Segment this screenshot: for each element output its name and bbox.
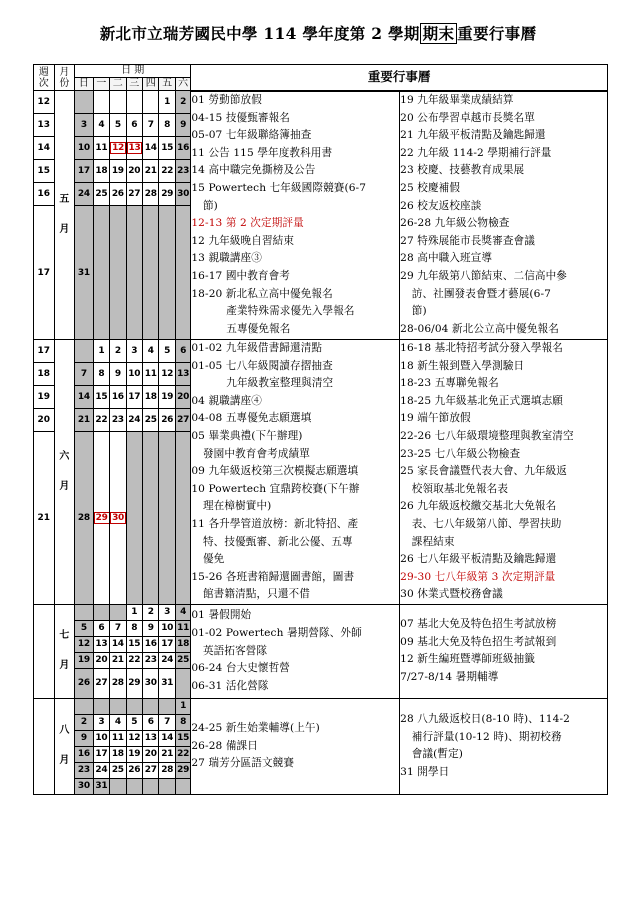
event-line: 05-07 七年級聯絡簿抽查	[191, 129, 312, 142]
day-cell	[175, 206, 190, 340]
day-cell: 15	[93, 386, 109, 409]
day-cell	[142, 698, 158, 714]
day-cell: 1	[175, 698, 190, 714]
day-cell	[142, 206, 158, 340]
day-cell: 5	[159, 340, 175, 363]
month-label: 五 月	[54, 91, 75, 340]
day-cell: 1	[126, 604, 142, 620]
header-row	[34, 65, 608, 78]
day-cell: 16	[142, 636, 158, 652]
event-line: 18-23 五專聯免報名	[400, 377, 499, 390]
event-line: 16-18 基北特招考試分發入學報名	[400, 342, 563, 354]
day-cell: 24	[75, 183, 94, 206]
event-line: 01-05 七八年級閱讀存摺抽查	[191, 359, 333, 372]
day-cell: 8	[126, 620, 142, 636]
week-number: 12	[34, 91, 55, 114]
day-cell: 29	[126, 668, 142, 698]
day-cell: 23	[110, 409, 126, 432]
day-cell: 11	[110, 730, 126, 746]
event-line: 產業特殊需求優先入學報名	[226, 305, 355, 318]
day-cell: 21	[159, 746, 175, 762]
event-line: 九年級教室整理與清空	[226, 377, 334, 390]
event-line: 20 公布學習卓越市長獎名單	[400, 111, 535, 124]
month-header: 月份	[54, 65, 75, 91]
day-cell: 20	[142, 746, 158, 762]
event-line: 25 校慶補假	[400, 182, 461, 195]
day-cell: 19	[75, 652, 94, 668]
day-cell	[159, 432, 175, 605]
event-line: 06-31 活化營隊	[191, 679, 269, 692]
event-line: 會議(暫定)	[411, 748, 464, 761]
day-cell: 4	[110, 714, 126, 730]
day-cell: 17	[75, 160, 94, 183]
event-line: 29-30 七八年級第 3 次定期評量	[400, 570, 556, 583]
day-cell: 31	[159, 668, 175, 698]
event-line: 07 基北大免及特色招生考試放榜	[400, 618, 557, 631]
dow-label: 四	[142, 78, 158, 91]
day-cell: 8	[175, 714, 190, 730]
title-boxed-term: 期末	[420, 23, 458, 44]
day-cell: 13	[142, 730, 158, 746]
day-cell: 13	[126, 137, 142, 160]
week-number: 19	[34, 386, 55, 409]
week-number: 15	[34, 160, 55, 183]
week-number: 13	[34, 114, 55, 137]
day-cell: 11	[93, 137, 109, 160]
day-cell: 16	[175, 137, 190, 160]
event-line: 01-02 九年級借書歸還清點	[191, 342, 323, 354]
event-line: 22-26 七八年級環境整理與教室清空	[400, 429, 574, 442]
day-cell	[93, 604, 109, 620]
day-cell	[159, 778, 175, 794]
day-cell: 2	[75, 714, 94, 730]
events-header: 重要行事曆	[191, 65, 608, 91]
day-cell: 29	[175, 762, 190, 778]
day-cell: 11	[142, 363, 158, 386]
dow-label: 一	[93, 78, 109, 91]
day-cell: 6	[93, 620, 109, 636]
day-cell: 18	[93, 160, 109, 183]
dow-label: 三	[126, 78, 142, 91]
day-cell: 27	[142, 762, 158, 778]
day-cell: 28	[142, 183, 158, 206]
day-cell: 17	[93, 746, 109, 762]
day-cell: 24	[93, 762, 109, 778]
event-line: 理在樟樹實中)	[202, 500, 272, 513]
event-line: 優免	[202, 553, 225, 566]
day-cell: 9	[110, 363, 126, 386]
event-line: 01-02 Powertech 暑期營隊、外師	[191, 627, 362, 640]
event-line: 11 公告 115 學年度教科用書	[191, 146, 333, 159]
day-cell: 30	[175, 183, 190, 206]
day-cell: 23	[75, 762, 94, 778]
event-line: 節)	[411, 305, 427, 318]
event-line: 29 九年級第八節結束、二信高中參	[400, 270, 567, 283]
day-cell	[175, 668, 190, 698]
event-line: 26-28 備課日	[191, 739, 258, 752]
day-cell: 28	[110, 668, 126, 698]
event-line: 28 八九級返校日(8-10 時)、114-2	[400, 713, 570, 726]
day-cell: 22	[175, 746, 190, 762]
day-cell	[110, 206, 126, 340]
day-cell: 26	[75, 668, 94, 698]
day-cell: 8	[93, 363, 109, 386]
day-cell: 12	[126, 730, 142, 746]
events-right	[400, 698, 608, 794]
day-cell: 19	[159, 386, 175, 409]
event-line: 15 Powertech 七年級國際競賽(6-7	[191, 182, 367, 195]
day-cell	[110, 604, 126, 620]
event-line: 04 親職講座④	[191, 394, 262, 407]
event-line: 13 親職講座③	[191, 252, 262, 265]
event-line: 14 高中職完免撕榜及公告	[191, 164, 316, 177]
day-cell: 19	[110, 160, 126, 183]
day-cell: 17	[126, 386, 142, 409]
event-line: 課程結束	[411, 535, 455, 548]
day-cell: 4	[93, 114, 109, 137]
day-cell: 26	[126, 762, 142, 778]
day-cell	[75, 604, 94, 620]
events-right	[400, 91, 608, 340]
date-header: 日 期	[75, 65, 191, 78]
day-cell: 9	[175, 114, 190, 137]
event-line: 特、技優甄審、新北公優、五專	[202, 535, 353, 548]
event-line: 校領取基北免報名表	[411, 482, 509, 495]
dow-label: 五	[159, 78, 175, 91]
day-cell: 5	[110, 114, 126, 137]
event-line: 04-15 技優甄審報名	[191, 111, 290, 124]
day-cell: 4	[142, 340, 158, 363]
day-cell: 19	[126, 746, 142, 762]
event-line: 27 瑞芳分區語文競賽	[191, 757, 295, 770]
events-right	[400, 340, 608, 605]
day-cell: 16	[110, 386, 126, 409]
day-cell: 6	[142, 714, 158, 730]
week-number: 20	[34, 409, 55, 432]
day-cell: 31	[93, 778, 109, 794]
event-line: 09 九年級返校第三次模擬志願選填	[191, 465, 359, 478]
event-line: 23 校慶、技藝教育成果展	[400, 164, 525, 177]
event-line: 22 九年級 114-2 學期補行評量	[400, 146, 552, 159]
week-number: 14	[34, 137, 55, 160]
event-line: 節)	[202, 199, 218, 212]
day-cell: 20	[126, 160, 142, 183]
day-cell: 5	[126, 714, 142, 730]
day-cell: 3	[126, 340, 142, 363]
day-cell: 23	[175, 160, 190, 183]
day-cell	[75, 91, 94, 114]
day-cell: 31	[75, 206, 94, 340]
calendar-table	[33, 64, 608, 795]
day-cell	[142, 778, 158, 794]
event-line: 18 新生報到暨入學測驗日	[400, 359, 525, 372]
week-number: 18	[34, 363, 55, 386]
event-line: 館書籍清點，只還不借	[202, 588, 310, 601]
event-line: 24-25 新生始業輔導(上午)	[191, 722, 320, 735]
event-line: 18-20 新北私立高中優免報名	[191, 287, 333, 300]
day-cell: 24	[159, 652, 175, 668]
day-cell: 2	[142, 604, 158, 620]
day-cell: 22	[159, 160, 175, 183]
day-cell	[110, 778, 126, 794]
day-cell: 29	[159, 183, 175, 206]
event-line: 28 高中職入班宣導	[400, 252, 493, 265]
day-cell: 10	[159, 620, 175, 636]
day-cell: 14	[110, 636, 126, 652]
event-line: 10 Powertech 宜鼎跨校賽(下午辦	[191, 482, 360, 495]
day-cell: 2	[175, 91, 190, 114]
event-line: 27 特殊展能市長獎審查會議	[400, 234, 535, 247]
day-cell: 14	[159, 730, 175, 746]
day-cell: 22	[126, 652, 142, 668]
day-cell: 10	[126, 363, 142, 386]
event-line: 26 七八年級平板清點及鑰匙歸還	[400, 553, 557, 566]
event-line: 04-08 五專優免志願選填	[191, 412, 312, 425]
day-cell: 7	[142, 114, 158, 137]
calendar-row	[34, 604, 608, 620]
day-cell	[159, 698, 175, 714]
day-cell: 21	[75, 409, 94, 432]
day-cell: 21	[110, 652, 126, 668]
day-cell: 4	[175, 604, 190, 620]
event-line: 09 基北大免及特色招生考試報到	[400, 635, 557, 648]
event-line: 12 九年級晚自習結束	[191, 234, 295, 247]
day-cell	[142, 432, 158, 605]
event-line: 01 暑假開始	[191, 609, 252, 622]
day-cell: 14	[75, 386, 94, 409]
day-cell: 30	[75, 778, 94, 794]
event-line: 30 休業式暨校務會議	[400, 588, 503, 601]
day-cell: 27	[93, 668, 109, 698]
day-cell: 27	[126, 183, 142, 206]
day-cell	[93, 698, 109, 714]
day-cell: 17	[159, 636, 175, 652]
day-cell: 11	[175, 620, 190, 636]
event-line: 19 九年級畢業成績結算	[400, 94, 514, 107]
month-label: 八 月	[54, 698, 75, 794]
day-cell: 6	[175, 340, 190, 363]
event-line: 12 新生編班暨導師班級抽籤	[400, 653, 535, 666]
event-line: 12-13 第 2 次定期評量	[191, 217, 304, 230]
day-cell: 28	[75, 432, 94, 605]
week-number-blank	[34, 604, 55, 698]
event-line: 發園中教育會考成績單	[202, 447, 310, 460]
event-line: 19 端午節放假	[400, 412, 471, 425]
day-cell	[175, 432, 190, 605]
day-cell	[175, 778, 190, 794]
event-line: 表、七八年級第八節、學習扶助	[411, 517, 562, 530]
day-cell: 30	[142, 668, 158, 698]
page-title	[0, 22, 636, 44]
event-line: 11 各升學管道放榜：新北特招、產	[191, 517, 359, 530]
calendar-row	[34, 698, 608, 714]
day-cell	[75, 340, 94, 363]
day-cell: 15	[126, 636, 142, 652]
day-cell: 25	[142, 409, 158, 432]
event-line: 18-25 九年級基北免正式選填志願	[400, 394, 563, 407]
day-cell	[126, 432, 142, 605]
dow-label: 二	[110, 78, 126, 91]
event-line: 16-17 國中教育會考	[191, 270, 290, 283]
day-cell: 20	[93, 652, 109, 668]
day-cell: 13	[93, 636, 109, 652]
event-line: 五專優免報名	[226, 322, 291, 335]
dow-label: 日	[75, 78, 94, 91]
events-left	[191, 340, 400, 605]
day-cell: 18	[142, 386, 158, 409]
day-cell	[75, 698, 94, 714]
event-line: 05 畢業典禮(下午辦理)	[191, 429, 303, 442]
month-label: 六 月	[54, 340, 75, 605]
day-cell: 20	[175, 386, 190, 409]
event-line: 01 勞動節放假	[191, 94, 262, 107]
day-cell	[110, 91, 126, 114]
day-cell	[126, 698, 142, 714]
day-cell	[126, 91, 142, 114]
event-line: 15-26 各班書箱歸還圖書館，圖書	[191, 570, 355, 583]
day-cell: 25	[93, 183, 109, 206]
day-cell: 3	[93, 714, 109, 730]
calendar-row	[34, 340, 608, 363]
dow-label: 六	[175, 78, 190, 91]
day-cell: 6	[126, 114, 142, 137]
title-prefix: 新北市立瑞芳國民中學 114 學年度第 2 學期	[99, 24, 420, 43]
week-number: 16	[34, 183, 55, 206]
day-cell: 1	[93, 340, 109, 363]
event-line: 英語拓客營隊	[202, 644, 268, 657]
day-cell: 10	[93, 730, 109, 746]
day-cell: 7	[75, 363, 94, 386]
day-cell: 23	[142, 652, 158, 668]
day-cell: 2	[110, 340, 126, 363]
day-cell: 15	[175, 730, 190, 746]
day-cell: 22	[93, 409, 109, 432]
week-number: 17	[34, 206, 55, 340]
day-cell: 25	[110, 762, 126, 778]
event-line: 7/27-8/14 暑期輔導	[400, 671, 499, 683]
event-line: 補行評量(10-12 時)、期初校務	[411, 730, 562, 743]
day-cell: 30	[110, 432, 126, 605]
event-line: 26 九年級返校繳交基北大免報名	[400, 500, 557, 513]
day-cell: 28	[159, 762, 175, 778]
events-right	[400, 604, 608, 698]
day-cell: 5	[75, 620, 94, 636]
day-cell: 15	[159, 137, 175, 160]
events-left	[191, 91, 400, 340]
events-left	[191, 604, 400, 698]
week-number: 17	[34, 340, 55, 363]
day-cell: 18	[175, 636, 190, 652]
day-cell: 21	[142, 160, 158, 183]
day-cell: 13	[175, 363, 190, 386]
title-suffix: 重要行事曆	[457, 24, 537, 43]
day-cell: 1	[159, 91, 175, 114]
events-left	[191, 698, 400, 794]
day-cell: 12	[159, 363, 175, 386]
day-cell	[126, 778, 142, 794]
day-cell: 26	[159, 409, 175, 432]
day-cell: 29	[93, 432, 109, 605]
day-cell	[93, 206, 109, 340]
calendar-row	[34, 91, 608, 114]
week-number-blank	[34, 698, 55, 794]
event-line: 31 開學日	[400, 766, 450, 778]
day-cell: 26	[110, 183, 126, 206]
day-cell: 7	[159, 714, 175, 730]
day-cell: 8	[159, 114, 175, 137]
day-cell	[93, 91, 109, 114]
event-line: 25 家長會議暨代表大會、九年級返	[400, 465, 567, 478]
day-cell	[126, 206, 142, 340]
day-cell: 18	[110, 746, 126, 762]
day-cell: 14	[142, 137, 158, 160]
event-line: 06-24 台大史懷哲營	[191, 662, 290, 675]
day-cell: 3	[75, 114, 94, 137]
event-line: 28-06/04 新北公立高中優免報名	[400, 322, 559, 335]
event-line: 26 校友返校座談	[400, 199, 482, 212]
day-cell	[159, 206, 175, 340]
day-cell: 10	[75, 137, 94, 160]
day-cell: 12	[110, 137, 126, 160]
day-cell: 9	[75, 730, 94, 746]
event-line: 21 九年級平板清點及鑰匙歸還	[400, 129, 546, 142]
event-line: 訪、社團發表會暨才藝展(6-7	[411, 287, 552, 300]
day-cell	[142, 91, 158, 114]
week-header: 週次	[34, 65, 55, 91]
event-line: 23-25 七八年級公物檢查	[400, 447, 521, 460]
day-cell: 12	[75, 636, 94, 652]
day-cell: 7	[110, 620, 126, 636]
day-cell: 24	[126, 409, 142, 432]
month-label: 七 月	[54, 604, 75, 698]
day-cell	[110, 698, 126, 714]
day-cell: 3	[159, 604, 175, 620]
day-cell: 9	[142, 620, 158, 636]
day-cell: 27	[175, 409, 190, 432]
day-cell: 16	[75, 746, 94, 762]
week-number: 21	[34, 432, 55, 605]
day-cell: 25	[175, 652, 190, 668]
event-line: 26-28 九年級公物檢查	[400, 217, 510, 230]
